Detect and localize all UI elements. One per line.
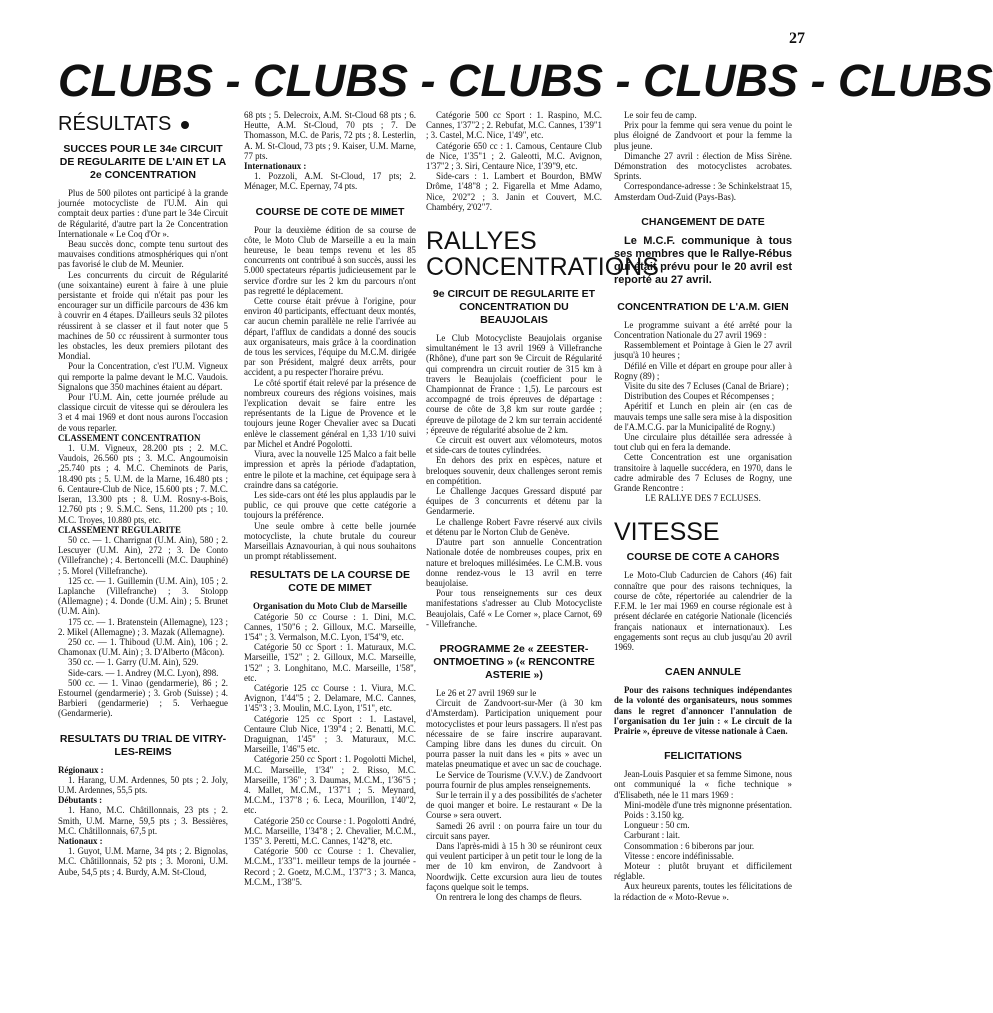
trial-heading: RESULTATS DU TRIAL DE VITRY-LES-REIMS — [59, 732, 227, 758]
column-1 — [58, 110, 228, 1010]
paragraph: Le Service de Tourisme (V.V.V.) de Zandvoort pourra fournir de plus amples renseignements. — [426, 769, 602, 790]
mimet-results-heading: RESULTATS DE LA COURSE DE COTE DE MIMET — [249, 569, 411, 595]
paragraph: Dans l'après-midi à 15 h 30 se réuniront ceux qui veulent participer à un petit tour le long de la mer de 10 km environ, de Zandvoort à Noordwijk. Cette excursion aura lieu de toutes façons quelque soit le temps. — [426, 840, 602, 892]
nationaux-title: Nationaux : — [58, 835, 103, 846]
organisation-line: Organisation du Moto Club de Marseille — [252, 601, 408, 612]
paragraph: Pour la deuxième édition de sa course de côte, le Moto Club de Marseille a eu la main heureuse, le beau temps revenu et les 85 concurrents ont contribué à son succès, aussi les 5.000 spectateurs répartis judicieusement par le service d'ordre sur les 2 km du parcours n'ont pas regretté le déplacement. — [244, 224, 416, 296]
paragraph: 1. U.M. Vigneux, 28.200 pts ; 2. M.C. Vaudois, 26.560 pts ; 3. M.C. Angoumoisin ,25.740 pts ; 4. M.C. Cheminots de Paris, 18.490 pts ; 5. U.M. de la Marne, 16.480 pts ; 6. Centaure-Club de Nice, 15.600 pts ; 7. M.C. Iseran, 13.300 pts ; 8. U.M. Rosny-s-Bois, 12.760 pts ; 9. S.M.C. Sens, 11.200 pts ; 10. M.C. Troyes, 10.880 pts, etc. — [58, 443, 228, 525]
paragraph: Le Moto-Club Cadurcien de Cahors (46) fait connaître que pour des raisons techniques, la course de côte, répertoriée au calendrier de la F.F.M. le 1er mai 1969 en course régionale est à présent déclarée en catégorie Nationale (licenciés français nationaux et internationaux). Les engagements sont reçus au club jusqu'au 20 avril 1969. — [614, 570, 792, 652]
paragraph: Circuit de Zandvoort-sur-Mer (à 30 km d'Amsterdam). Participation uniquement pour motocyclistes et pour leurs passagers. Il n'est pas nécessaire de se faire inscrire auparavant. Camping libre dans les dunes du circuit. On pourra passer la nuit dans les « pits » avec un matelas pneumatique et avec un sac de couchage. — [426, 698, 602, 770]
paragraph: Dimanche 27 avril : élection de Miss Sirène. Démonstration des motocyclistes acrobates. Sprints. — [614, 150, 792, 182]
paragraph: 175 cc. — 1. Bratenstein (Allemagne), 123 ; 2. Mikel (Allemagne) ; 3. Mazak (Allemagne). — [58, 616, 228, 637]
paragraph: Sur le terrain il y a des possibilités de s'acheter de quoi manger et boire. Le restaurant « De la Course » sera ouvert. — [426, 789, 602, 821]
column-2 — [244, 110, 416, 1010]
paragraph: Side-cars. — 1. Andrey (M.C. Lyon), 898. — [68, 667, 219, 678]
paragraph: Le 26 et 27 avril 1969 sur le — [436, 687, 537, 698]
paragraph: Consommation : 6 biberons par jour. — [624, 840, 755, 851]
paragraph: Une circulaire plus détaillée sera adressée à tout club qui en fera la demande. — [614, 432, 792, 453]
succes-heading: SUCCES POUR LE 34e CIRCUIT DE REGULARITE DE L'AIN ET LA 2e CONCENTRATION — [59, 143, 227, 181]
paragraph: 68 pts ; 5. Delecroix, A.M. St-Cloud 68 pts ; 6. Heutte, A.M. St-Cloud, 70 pts ; 7. De Thomasson, M.C. de Paris, 72 pts ; 8. Lesterlin, A. M. St-Cloud, 73 pts ; 9. Kaiser, U.M. Marne, 77 pts. — [244, 110, 416, 161]
paragraph: 1. Hano, M.C. Châtillonnais, 23 pts ; 2. Smith, U.M. Marne, 59,5 pts ; 3. Bessières, M.C. Châtillonnais, 67,5 pt. — [58, 805, 228, 836]
paragraph: 1. Pozzoli, A.M. St-Cloud, 17 pts; 2. Ménager, M.C. Epernay, 74 pts. — [244, 171, 416, 192]
internationaux-title: Internationaux : — [244, 161, 307, 172]
cahors-heading: COURSE DE COTE A CAHORS — [626, 551, 780, 564]
paragraph: Samedi 26 avril : on pourra faire un tour du circuit sans payer. — [426, 820, 602, 841]
resultats-heading: RÉSULTATS — [58, 114, 228, 135]
paragraph: Prix pour la femme qui sera venue du point le plus éloigné de Zandvoort et pour la femme la plus jeune. — [614, 120, 792, 151]
paragraph: Moteur : plutôt bruyant et difficilement réglable. — [614, 860, 792, 882]
regionaux-title: Régionaux : — [58, 764, 104, 775]
paragraph: Viura, avec la nouvelle 125 Malco a fait belle impression et après la période d'adaptation, entre le pilote et la machine, cet équipage sera à craindre dans sa catégorie. — [244, 449, 416, 490]
rallye-7-ecluses: LE RALLYE DES 7 ECLUSES. — [645, 493, 761, 504]
paragraph: Vitesse : encore indéfinissable. — [624, 850, 734, 861]
paragraph: Cette Concentration est une organisation transitoire à laquelle succédera, en 1970, dans le cadre admirable des 7 Ecluses de Rogny, une Grande Rencontre : — [614, 452, 792, 494]
gien-heading: CONCENTRATION DE L'A.M. GIEN — [617, 300, 789, 313]
paragraph: Le programme suivant a été arrêté pour la Concentration Nationale du 27 avril 1969 : — [614, 319, 792, 341]
paragraph: Visite du site des 7 Ecluses (Canal de Briare) ; — [624, 381, 789, 392]
paragraph: Distribution des Coupes et Récompenses ; — [624, 391, 775, 402]
paragraph: Catégorie 250 cc Sport : 1. Pogolotti Michel, M.C. Marseille, 1'34" ; 2. Risso, M.C. Marseille, 1'36" ; 3. Daumas, M.C.M., 1'36"5 ; 4. Mallet, M.C.M., 1'37"1 ; 5. Meynard, M.C.M., 1'37"8 ; 6. Leca, Mourillon, 1'40"2, etc. — [244, 754, 416, 816]
debutants-title: Débutants : — [58, 795, 103, 806]
paragraph: Catégorie 500 cc Sport : 1. Raspino, M.C. Cannes, 1'37"2 ; 2. Rebufat, M.C. Cannes, 1'39"1 ; 3. Castel, M.C. Nice, 1'49", etc. — [426, 110, 602, 141]
programme-heading: PROGRAMME 2e « ZEESTER-ONTMOETING » (« RENCONTRE ASTERIE ») — [433, 642, 595, 681]
beaujolais-heading: 9e CIRCUIT DE REGULARITE ET CONCENTRATION DU BEAUJOLAIS — [432, 288, 596, 327]
paragraph: Catégorie 650 cc : 1. Camous, Centaure Club de Nice, 1'35"1 ; 2. Galeotti, M.C. Avignon, 1'37"2 ; 3. Siri, Centaure Nice, 1'39"9, etc. — [426, 140, 602, 172]
caen-notice: Pour des raisons techniques indépendantes de la volonté des organisateurs, nous sommes dans le regret d'annoncer l'annulation de l'organisation du 1er juin : « Le circuit de la Prairie », épreuve de vitesse nationale à Caen. — [614, 685, 792, 736]
paragraph: 500 cc. — 1. Vinao (gendarmerie), 86 ; 2. Estournel (gendarmerie) ; 3. Grob (Suisse) ; 4. Barbieri (gendarmerie) ; 5. Verhaegue (Gendarmerie). — [58, 677, 228, 719]
paragraph: Apéritif et Lunch en plein air (en cas de mauvais temps une salle sera mise à la disposition de l'A.M.C.G. par la Municipalité de Rogny.) — [614, 401, 792, 432]
clubs-banner: CLUBS - CLUBS - CLUBS - CLUBS - CLUBS — [58, 55, 993, 106]
page-number: 27 — [789, 30, 805, 47]
classement-concentration-title: CLASSEMENT CONCENTRATION — [58, 432, 201, 443]
paragraph: 1. Harang, U.M. Ardennes, 50 pts ; 2. Joly, U.M. Ardennes, 55,5 pts. — [58, 774, 228, 795]
vitesse-heading: VITESSE — [614, 518, 720, 547]
paragraph: Catégorie 125 cc Course : 1. Viura, M.C. Avignon, 1'44"5 ; 2. Delamare, M.C. Cannes, 1'45"3 ; 3. Moulin, M.C. Lyon, 1'51", etc. — [244, 682, 416, 714]
paragraph: Le soir feu de camp. — [624, 110, 697, 120]
felicitations-heading: FELICITATIONS — [664, 750, 742, 763]
paragraph: Aux heureux parents, toutes les félicitations de la rédaction de « Moto-Revue ». — [614, 881, 792, 902]
paragraph: 1. Guyot, U.M. Marne, 34 pts ; 2. Bignolas, M.C. Châtillonnais, 52 pts ; 3. Moroni, U.M. Aube, 54,5 pts ; 4. Burdy, A.M. St-Cloud, — [58, 846, 228, 877]
paragraph: Catégorie 125 cc Sport : 1. Lastavel, Centaure Club Nice, 1'39"4 ; 2. Benatti, M.C. Draguignan, 1'45" ; 3. Maturaux, M.C. Marseille, 1'46"5 etc. — [244, 713, 416, 755]
paragraph: Pour tous renseignements sur ces deux manifestations s'adresser au Club Motocycliste Beaujolais, Café « Le Corner », place Carnot, 69 - Villefranche. — [426, 588, 602, 629]
paragraph: Le côté sportif était relevé par la présence de nombreux coureurs des régions voisines, mais l'explication devait se faire entre les représentants de la Ligue de Provence et le toujours jeune Roger Chevalier avec sa Ducati enlève le classement général en 1,33 1/10 suivi par Michel et André Pogolotti. — [244, 377, 416, 449]
paragraph: Le challenge Robert Favre réservé aux civils et détenu par le Norton Club de Genève. — [426, 516, 602, 537]
paragraph: Side-cars : 1. Lambert et Bourdon, BMW Drôme, 1'48"8 ; 2. Figarella et Mme Adamo, Nice, 2'02"2 ; 3. Janin et Couvert, M.C. Chambéry, 2'02"7. — [426, 171, 602, 212]
rallyes-heading: RALLYES CONCENTRATIONS — [426, 227, 659, 282]
paragraph: Poids : 3.150 kg. — [624, 809, 684, 820]
paragraph: Le Challenge Jacques Gressard disputé par équipes de 3 concurrents et détenu par la Gendarmerie. — [426, 486, 602, 517]
caen-heading: CAEN ANNULE — [664, 666, 742, 679]
paragraph: Les side-cars ont été les plus applaudis par le public, ce qui prouve que cette catégorie a toujours la préférence. — [244, 489, 416, 521]
paragraph: Beau succès donc, compte tenu surtout des mauvaises conditions atmosphériques qui n'ont pas favorisé le club de M. Meunier. — [58, 239, 228, 270]
column-4 — [614, 110, 792, 1010]
mimet-heading: COURSE DE COTE DE MIMET — [255, 205, 405, 218]
paragraph: Catégorie 50 cc Sport : 1. Maturaux, M.C. Marseille, 1'52" ; 2. Gilloux, M.C. Marseille, 1'52" ; 3. Longhitano, M.C. Marseille, 1'58", etc. — [244, 642, 416, 683]
paragraph: Les concurrents du circuit de Régularité (une soixantaine) eurent à faire à une pluie persistante et froide qui n'était pas pour les encourager sur un difficile parcours de 436 km à couvrir en 4 étapes. D'ailleurs seuls 32 pilotes réussirent à se classer et il faut noter que 5 machines de 50 cc réussirent à surmonter tous les obstacles, les deux premiers pilotant des Mondial. — [58, 269, 228, 362]
paragraph: En dehors des prix en espèces, nature et breloques souvenir, deux challenges seront remis en compétition. — [426, 455, 602, 486]
paragraph: Le Club Motocycliste Beaujolais organise simultanément le 13 avril 1969 à Villefranche (Rhône), d'une part son 9e Circuit de Régularité qui comprendra un circuit routier de 315 km à travers le Beaujolais (coefficient pour le Championnat de France : 1,5). Le parcours est accompagné de trois épreuves de départage : course de côte de 3,8 km sur route gardée ; épreuve de pilotage de 2 km sur terrain accidenté ; épreuve de régularité absolue de 2 km. — [426, 333, 602, 435]
paragraph: Cette course était prévue à l'origine, pour environ 40 participants, effectuant deux montés, car aucun chemin parallèle ne relie l'arrivée au départ, l'afflux de candidats a donné des soucis aux organisateurs, mais grâce à la coordination de tous les services, l'équipe du M.C.M. dirigée par son Président, malgré deux arrêts, pour accident, a pu respecter l'horaire prévu. — [244, 296, 416, 378]
paragraph: Pour la Concentration, c'est l'U.M. Vigneux qui remporte la palme devant le M.C. Vaudois. Signalons que 350 machines étaient au départ. — [58, 361, 228, 392]
paragraph: Longueur : 50 cm. — [624, 820, 690, 831]
paragraph: Défilé en Ville et départ en groupe pour aller à Rogny (89) ; — [614, 360, 792, 381]
paragraph: 350 cc. — 1. Garry (U.M. Ain), 529. — [68, 657, 199, 668]
paragraph: Plus de 500 pilotes ont participé à la grande journée motocycliste de l'U.M. Ain qui comptait deux parties : d'une part le 34e Circuit de Régularité, d'autre part la 2e Concentration Internationale « Le Coq d'Or ». — [58, 188, 228, 239]
paragraph: Carburant : lait. — [624, 830, 680, 841]
changement-date-heading: CHANGEMENT DE DATE — [641, 215, 765, 228]
paragraph: 250 cc. — 1. Thiboud (U.M. Ain), 106 ; 2. Chamonax (U.M. Ain) ; 3. D'Alberto (Mâcon). — [58, 636, 228, 658]
paragraph: Ce circuit est ouvert aux vélomoteurs, motos et side-cars de toutes cylindrées. — [426, 435, 602, 456]
paragraph: Jean-Louis Pasquier et sa femme Simone, nous ont communiqué la « fiche technique » d'Elisabeth, née le 11 mars 1969 : — [614, 769, 792, 800]
mcf-notice: Le M.C.F. communique à tous ses membres que le Rallye-Rébus qui était prévu pour le 20 avril est reporté au 27 avril. — [614, 234, 792, 286]
paragraph: Une seule ombre à cette belle journée motocycliste, la chute brutale du coureur Marseillais Aznavourian, à qui nous souhaitons un prompt rétablissement. — [244, 520, 416, 562]
paragraph: Rassemblement et Pointage à Gien le 27 avril jusqu'à 10 heures ; — [614, 340, 792, 361]
paragraph: Pour l'U.M. Ain, cette journée prélude au classique circuit de vitesse qui se déroulera les 3 et 4 mai 1969 et dont nous aurons l'occasion de vous reparler. — [58, 392, 228, 433]
classement-regularite-title: CLASSEMENT REGULARITE — [58, 524, 181, 535]
bullet-icon — [181, 121, 189, 129]
paragraph: Catégorie 500 cc Course : 1. Chevalier, M.C.M., 1'33"1. meilleur temps de la journée - Record ; 2. Goetz, M.C.M., 1'37"3 ; 3. Manca, M.C.M., 1'38"5. — [244, 846, 416, 887]
paragraph: Catégorie 250 cc Course : 1. Pogolotti André, M.C. Marseille, 1'34"8 ; 2. Chevalier, M.C.M., 1'35" 3. Peretti, M.C. Cannes, 1'42"8, etc. — [244, 815, 416, 846]
paragraph: 50 cc. — 1. Charrignat (U.M. Ain), 580 ; 2. Lescuyer (U.M. Ain), 272 ; 3. De Conto (Villefranche) ; 4. Bertoncelli (M.C. Dauphiné) ; 5. Morel (Villefranche). — [58, 534, 228, 576]
paragraph: 125 cc. — 1. Guillemin (U.M. Ain), 105 ; 2. Laplanche (Villefranche) ; 3. Stolopp (Allemagne) ; 4. Donde (U.M. Ain) ; 5. Brunet (U.M. Ain). — [58, 575, 228, 617]
paragraph: Catégorie 50 cc Course : 1. Dini, M.C. Cannes, 1'50"6 ; 2. Gilloux, M.C. Marseille, 1'54" ; 3. Vermalson, M.C. Lyon, 1'54"9, etc. — [244, 611, 416, 642]
paragraph: D'autre part son annuelle Concentration Nationale dotée de nombreuses coupes, prix en nature et breloques millésimées. Le C.M.B. vous donne rendez-vous le 13 avril en terre beaujolaise. — [426, 537, 602, 588]
paragraph: Correspondance-adresse : 3e Schinkelstraat 15, Amsterdam Oud-Zuid (Pays-Bas). — [614, 181, 792, 202]
paragraph: On rentrera le long des champs de fleurs. — [436, 891, 582, 902]
paragraph: Mini-modèle d'une très mignonne présentation. — [624, 799, 792, 810]
